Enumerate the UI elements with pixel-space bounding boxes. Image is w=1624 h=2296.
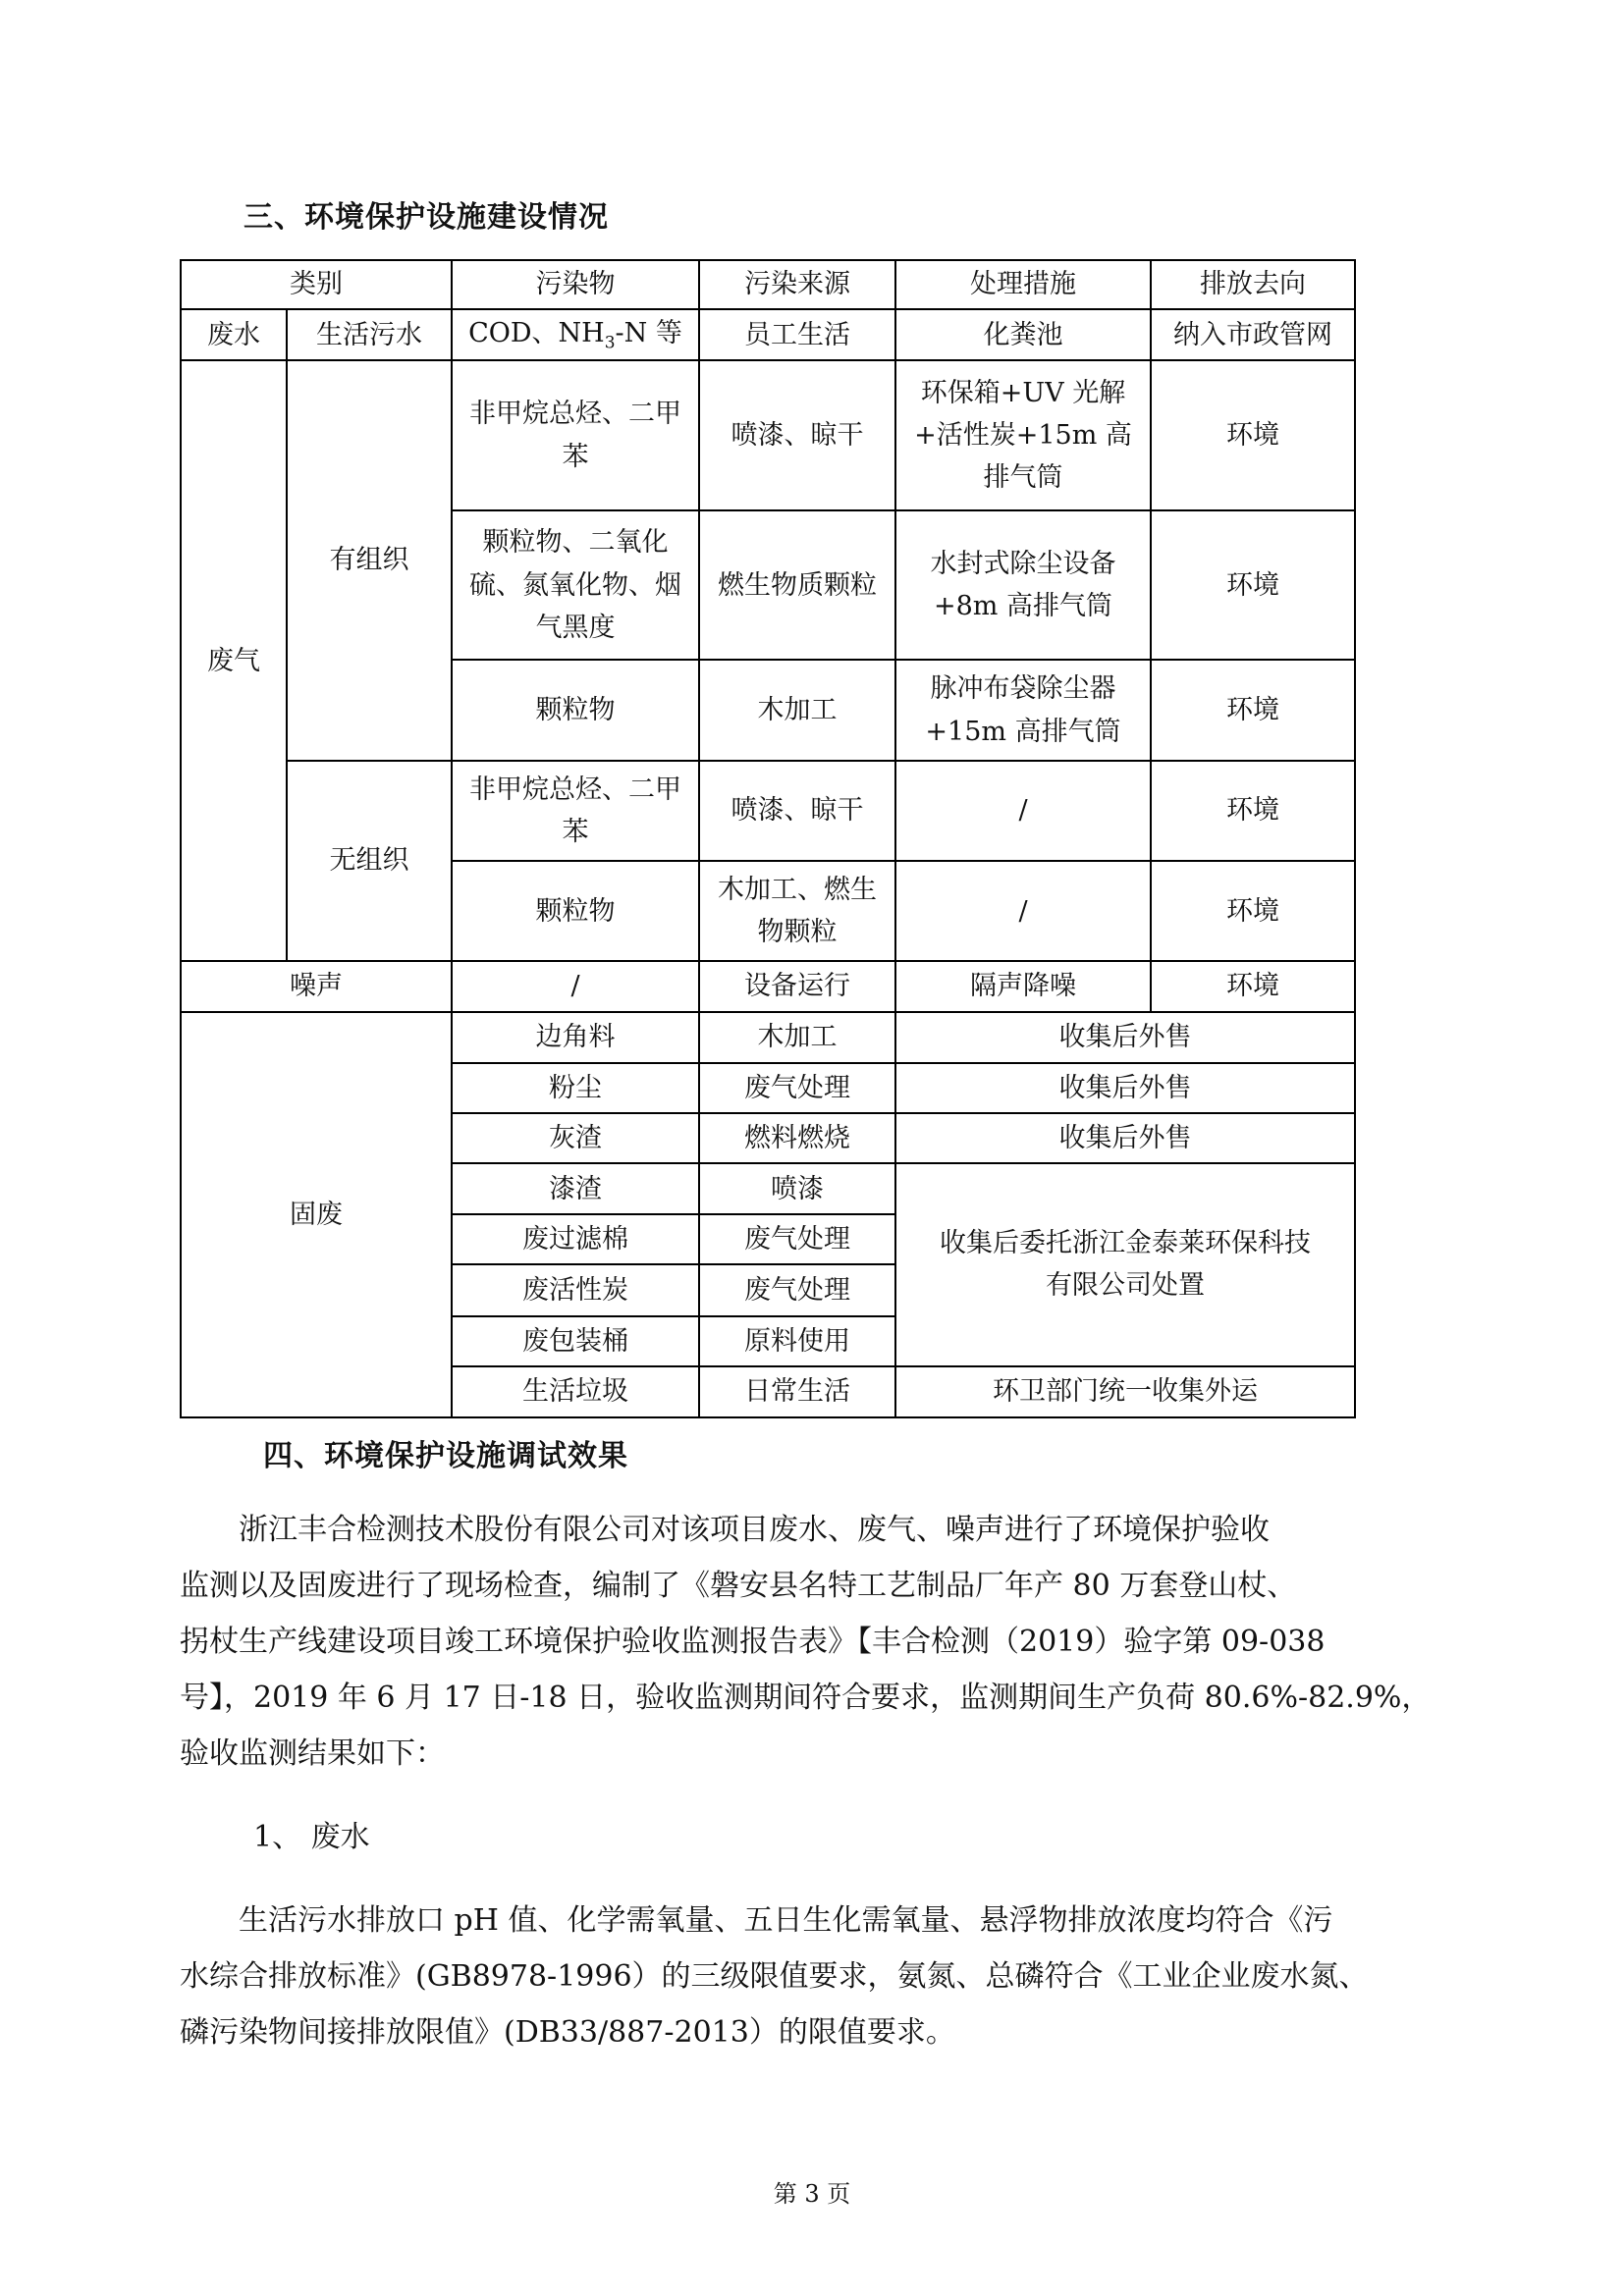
gas-pollutant: 颗粒物 [452, 660, 699, 760]
gas-pollutant: 颗粒物、二氧化硫、氮氧化物、烟气黑度 [452, 510, 699, 661]
solid-source: 木加工 [699, 1012, 895, 1063]
solid-pollutant: 边角料 [452, 1012, 699, 1063]
header-pollutant: 污染物 [452, 260, 699, 309]
solid-source: 日常生活 [699, 1366, 895, 1417]
noise-destination: 环境 [1151, 961, 1355, 1011]
text-line: 拐杖生产线建设项目竣工环境保护验收监测报告表》【丰合检测（2019）验字第 09-038 [180, 1625, 1326, 1659]
gas-treatment: 脉冲布袋除尘器+15m 高排气筒 [895, 660, 1151, 760]
gas-pollutant: 非甲烷总烃、二甲苯 [452, 360, 699, 510]
text-line: 生活污水排放口 pH 值、化学需氧量、五日生化需氧量、悬浮物排放浓度均符合《污 [180, 1903, 1333, 1938]
solid-source: 废气处理 [699, 1264, 895, 1315]
gas-treatment: 环保箱+UV 光解+活性炭+15m 高排气筒 [895, 360, 1151, 510]
solid-disposal: 收集后外售 [895, 1063, 1355, 1113]
header-treatment: 处理措施 [895, 260, 1151, 309]
header-source: 污染来源 [699, 260, 895, 309]
wastewater-treatment: 化粪池 [895, 309, 1151, 360]
solid-source: 原料使用 [699, 1316, 895, 1366]
page-number: 第 3 页 [773, 2180, 851, 2208]
noise-treatment: 隔声降噪 [895, 961, 1151, 1011]
wastewater-subcategory: 生活污水 [287, 309, 452, 360]
gas-destination: 环境 [1151, 660, 1355, 760]
solid-pollutant: 生活垃圾 [452, 1366, 699, 1417]
text-line: 号】，2019 年 6 月 17 日-18 日，验收监测期间符合要求，监测期间生产负荷 80.6%-82.9%， [180, 1681, 1432, 1715]
solid-pollutant: 废包装桶 [452, 1316, 699, 1366]
waste-gas-category: 废气 [181, 360, 287, 961]
gas-source: 木加工、燃生物颗粒 [699, 861, 895, 961]
section-4-title: 四、环境保护设施调试效果 [263, 1439, 628, 1473]
solid-pollutant: 灰渣 [452, 1113, 699, 1163]
facilities-table [180, 259, 1356, 1418]
wastewater-destination: 纳入市政管网 [1151, 309, 1355, 360]
wastewater-source: 员工生活 [699, 309, 895, 360]
solid-pollutant: 废活性炭 [452, 1264, 699, 1315]
organized-label: 有组织 [287, 360, 452, 760]
gas-source: 木加工 [699, 660, 895, 760]
noise-pollutant: / [452, 961, 699, 1011]
monitoring-intro-paragraph [180, 1502, 1452, 1782]
gas-destination: 环境 [1151, 510, 1355, 661]
solid-source: 废气处理 [699, 1063, 895, 1113]
noise-category: 噪声 [181, 961, 452, 1011]
gas-source: 喷漆、晾干 [699, 761, 895, 861]
wastewater-pollutant: COD、$NH_3-N$ 等 [452, 309, 699, 360]
solid-waste-category: 固废 [181, 1012, 452, 1417]
solid-disposal: 收集后外售 [895, 1113, 1355, 1163]
text-line: 水综合排放标准》(GB8978-1996）的三级限值要求，氨氮、总磷符合《工业企业废水氮、 [180, 1959, 1369, 1994]
solid-pollutant: 粉尘 [452, 1063, 699, 1113]
gas-source: 燃生物质颗粒 [699, 510, 895, 661]
solid-source: 喷漆 [699, 1163, 895, 1214]
gas-treatment: / [895, 761, 1151, 861]
solid-disposal: 收集后外售 [895, 1012, 1355, 1063]
wastewater-category: 废水 [181, 309, 287, 360]
item-1-wastewater: 1、 废水 [253, 1820, 370, 1854]
solid-source: 燃料燃烧 [699, 1113, 895, 1163]
text-line: 磷污染物间接排放限值》(DB33/887-2013）的限值要求。 [180, 2015, 955, 2050]
gas-treatment: 水封式除尘设备+8m 高排气筒 [895, 510, 1151, 661]
header-category: 类别 [181, 260, 452, 309]
gas-source: 喷漆、晾干 [699, 360, 895, 510]
solid-disposal-hazardous: 收集后委托浙江金泰莱环保科技有限公司处置 [895, 1163, 1355, 1366]
text-line: 验收监测结果如下： [180, 1736, 445, 1771]
gas-treatment: / [895, 861, 1151, 961]
text-line: 浙江丰合检测技术股份有限公司对该项目废水、废气、噪声进行了环境保护验收 [180, 1513, 1270, 1547]
gas-pollutant: 颗粒物 [452, 861, 699, 961]
gas-destination: 环境 [1151, 861, 1355, 961]
gas-pollutant: 非甲烷总烃、二甲苯 [452, 761, 699, 861]
gas-destination: 环境 [1151, 761, 1355, 861]
noise-source: 设备运行 [699, 961, 895, 1011]
solid-pollutant: 废过滤棉 [452, 1214, 699, 1264]
solid-disposal: 环卫部门统一收集外运 [895, 1366, 1355, 1417]
header-destination: 排放去向 [1151, 260, 1355, 309]
gas-destination: 环境 [1151, 360, 1355, 510]
unorganized-label: 无组织 [287, 761, 452, 962]
section-3-title: 三、环境保护设施建设情况 [244, 200, 609, 235]
wastewater-result-paragraph [180, 1893, 1452, 2060]
solid-source: 废气处理 [699, 1214, 895, 1264]
text-line: 监测以及固废进行了现场检查，编制了《磐安县名特工艺制品厂年产 80 万套登山杖、 [180, 1569, 1297, 1603]
solid-pollutant: 漆渣 [452, 1163, 699, 1214]
